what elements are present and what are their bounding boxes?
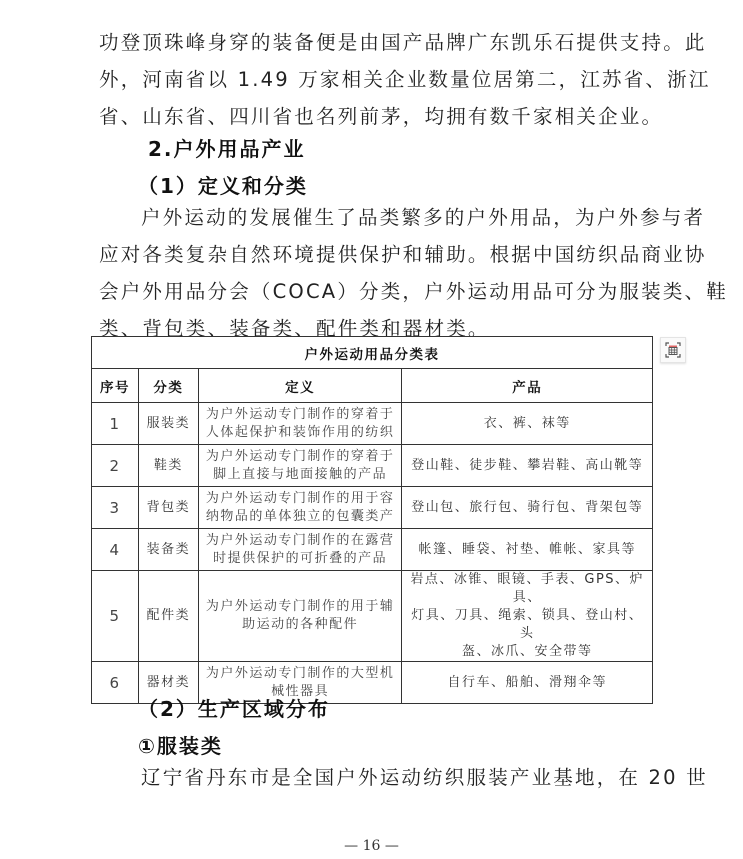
products-line: 帐篷、睡袋、衬垫、帷帐、家具等: [418, 541, 636, 557]
cell-no: 3: [92, 487, 139, 529]
header-no: 序号: [92, 369, 139, 403]
cell-definition: [198, 487, 402, 529]
definition-line: 时提供保护的可折叠的产品: [213, 550, 388, 566]
closing-line: 辽宁省丹东市是全国户外运动纺织服装产业基地，在 20 世: [141, 766, 708, 789]
definition-line: 类、背包类、装备类、配件类和器材类。: [99, 317, 490, 340]
definition-line: 助运动的各种配件: [242, 617, 359, 632]
definition-paragraph: [99, 199, 728, 347]
products-line: 岩点、冰锥、眼镜、手表、GPS、炉具、: [410, 572, 645, 605]
intro-line: 功登顶珠峰身穿的装备便是由国产品牌广东凯乐石提供支持。此: [99, 31, 707, 54]
definition-line: 为户外运动专门制作的在露营: [205, 532, 395, 548]
header-definition: 定义: [198, 369, 402, 403]
cell-category: 服装类: [138, 403, 198, 445]
cell-products: [402, 662, 653, 704]
header-products: 产品: [402, 369, 653, 403]
table-row: [92, 529, 653, 571]
cell-products: [402, 571, 653, 662]
table-header-row: [92, 369, 653, 403]
cell-no: 5: [92, 571, 139, 662]
products-line: 登山鞋、徒步鞋、攀岩鞋、高山靴等: [411, 457, 644, 473]
page-number: — 16 —: [344, 838, 399, 854]
table-row: [92, 403, 653, 445]
products-line: 自行车、船舶、滑翔伞等: [447, 674, 607, 690]
definition-line: 械性器具: [271, 683, 330, 699]
intro-line: 外，河南省以 1.49 万家相关企业数量位居第二，江苏省、浙江: [99, 68, 711, 91]
cell-no: 2: [92, 445, 139, 487]
cell-category: 鞋类: [138, 445, 198, 487]
intro-paragraph: [99, 24, 711, 135]
table-row: [92, 571, 653, 662]
cell-products: [402, 403, 653, 445]
products-line: 盔、冰爪、安全带等: [461, 644, 593, 659]
definition-line: 为户外运动专门制作的大型机: [205, 665, 395, 681]
definition-line: 脚上直接与地面接触的产品: [213, 466, 388, 482]
cell-products: [402, 529, 653, 571]
definition-line: 为户外运动专门制作的用于容: [205, 490, 395, 506]
table-row: [92, 445, 653, 487]
cell-products: [402, 487, 653, 529]
sub-heading-definition: （1）定义和分类: [138, 174, 308, 198]
definition-line: 户外运动的发展催生了品类繁多的户外用品，为户外参与者: [141, 206, 706, 229]
products-line: 衣、裤、袜等: [483, 415, 571, 431]
table-title-row: [92, 337, 653, 369]
definition-line: 为户外运动专门制作的穿着于: [205, 406, 395, 422]
cell-definition: [198, 529, 402, 571]
section-heading: 2.户外用品产业: [148, 137, 306, 161]
cell-category: 背包类: [138, 487, 198, 529]
cell-category: 配件类: [138, 571, 198, 662]
cell-no: 1: [92, 403, 139, 445]
cell-products: [402, 445, 653, 487]
cell-no: 6: [92, 662, 139, 704]
cell-no: 4: [92, 529, 139, 571]
definition-line: 为户外运动专门制作的穿着于: [205, 448, 395, 464]
cell-definition: [198, 571, 402, 662]
definition-line: 纳物品的单体独立的包囊类产: [205, 508, 395, 524]
sub-heading-distribution: （2）生产区域分布: [138, 697, 330, 721]
definition-line: 为户外运动专门制作的用于辅: [205, 599, 395, 614]
cell-category: 装备类: [138, 529, 198, 571]
closing-paragraph: [99, 759, 708, 796]
sub-heading-clothing: ①服装类: [138, 734, 223, 758]
table-row: [92, 487, 653, 529]
products-line: 灯具、刀具、绳索、锁具、登山村、头: [411, 608, 644, 641]
definition-line: 人体起保护和装饰作用的纺织: [205, 424, 395, 440]
cell-definition: [198, 445, 402, 487]
table-title: 户外运动用品分类表: [92, 337, 653, 369]
products-line: 登山包、旅行包、骑行包、背架包等: [411, 499, 644, 515]
table-calculator-icon: [665, 342, 681, 358]
definition-line: 应对各类复杂自然环境提供保护和辅助。根据中国纺织品商业协: [99, 243, 707, 266]
definition-line: 会户外用品分会（COCA）分类，户外运动用品可分为服装类、鞋: [99, 280, 728, 303]
table-tool-button[interactable]: [660, 337, 686, 363]
intro-line: 省、山东省、四川省也名列前茅，均拥有数千家相关企业。: [99, 105, 664, 128]
classification-table: [91, 336, 653, 704]
header-category: 分类: [138, 369, 198, 403]
cell-category: 器材类: [138, 662, 198, 704]
cell-definition: [198, 403, 402, 445]
